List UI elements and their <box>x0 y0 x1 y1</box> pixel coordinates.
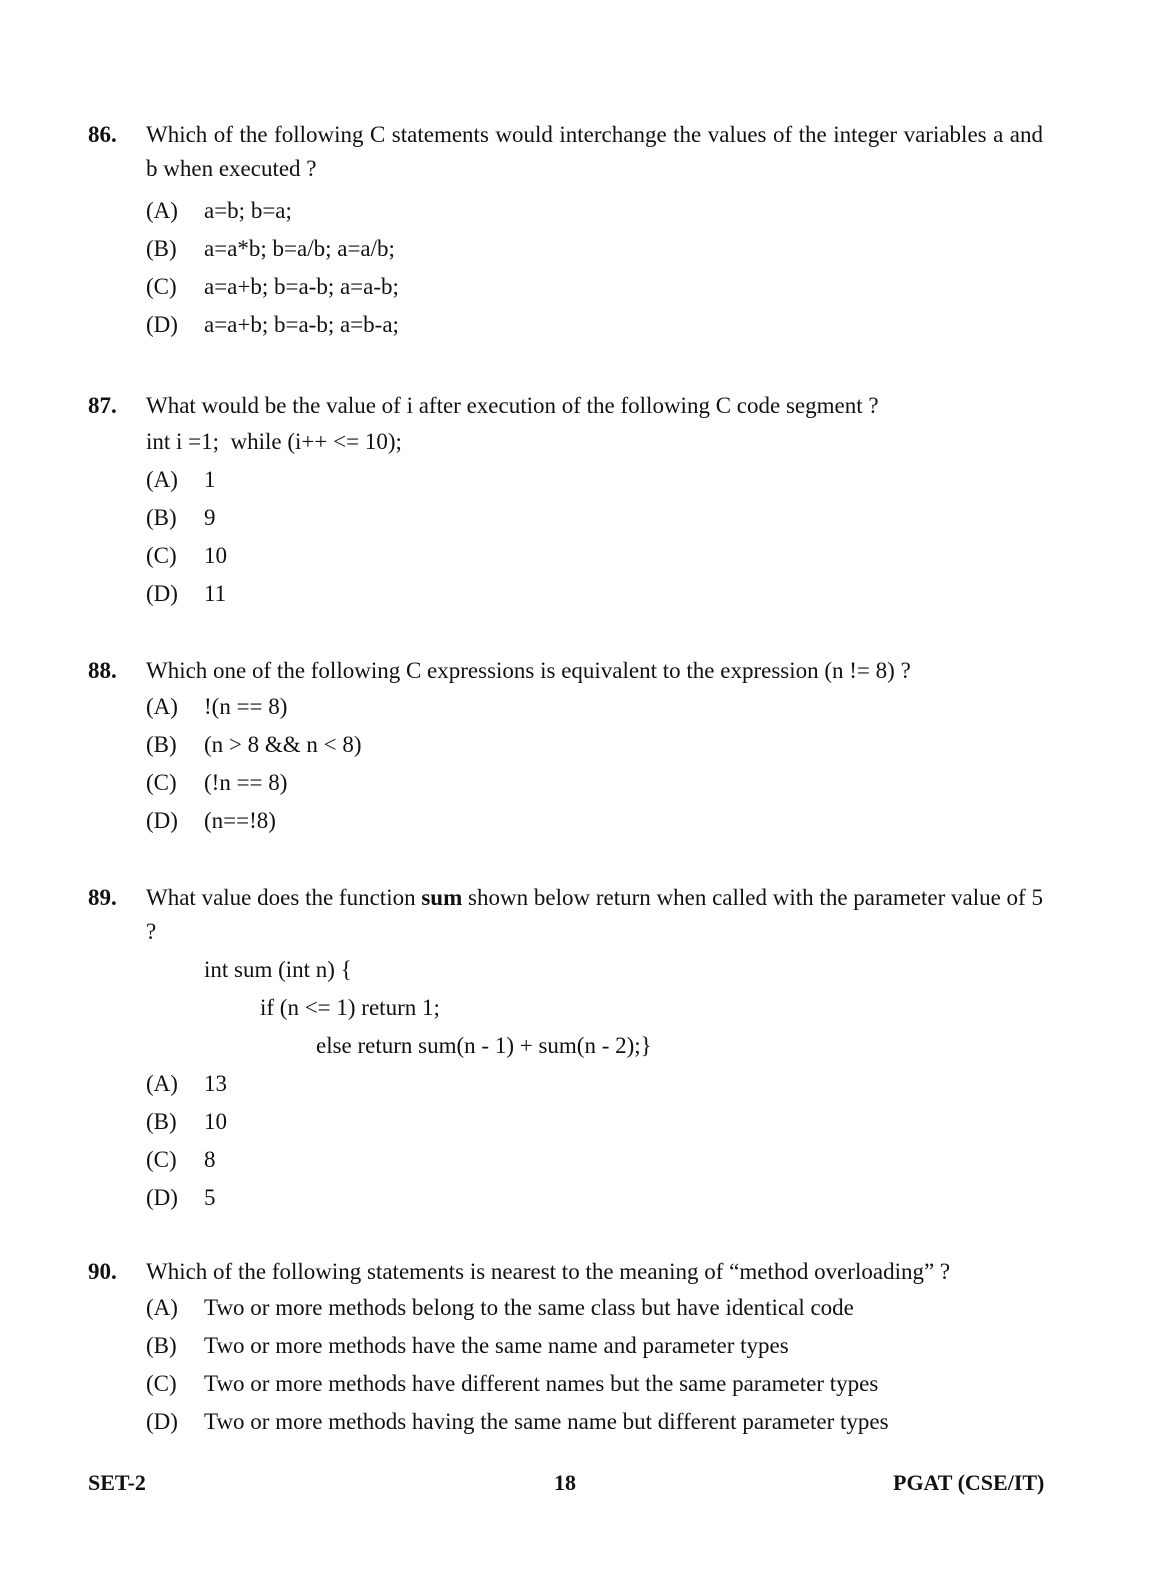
option-letter: (A) <box>146 694 178 719</box>
option-c <box>146 1365 1043 1403</box>
option-d <box>146 802 1043 840</box>
option-letter: (D) <box>146 1185 178 1210</box>
option-letter: (B) <box>146 505 177 530</box>
option-text: 8 <box>204 1147 216 1172</box>
question-number: 87. <box>88 393 117 418</box>
option-a <box>146 1289 1043 1327</box>
option-text: 13 <box>204 1071 227 1096</box>
code-line: int i =1; while (i++ <= 10); <box>146 429 402 454</box>
footer-exam-label: PGAT (CSE/IT) <box>893 1470 1045 1495</box>
footer-page-number: 18 <box>554 1470 576 1495</box>
option-letter: (D) <box>146 581 178 606</box>
option-letter: (A) <box>146 1295 178 1320</box>
option-b <box>146 230 1043 268</box>
option-text: Two or more methods belong to the same class but have identical code <box>204 1295 854 1320</box>
option-c <box>146 1141 1043 1179</box>
option-a <box>146 461 1043 499</box>
option-letter: (C) <box>146 543 177 568</box>
option-text: (n > 8 && n < 8) <box>204 732 362 757</box>
question-text: Which of the following C statements would interchange the values of the integer variables a and b when executed ? <box>146 122 1043 181</box>
option-letter: (C) <box>146 274 177 299</box>
question-text: Which one of the following C expressions is equivalent to the expression (n != 8) ? <box>146 658 911 683</box>
option-text: 11 <box>204 581 227 606</box>
option-text: 5 <box>204 1185 216 1210</box>
option-letter: (B) <box>146 1109 177 1134</box>
option-letter: (A) <box>146 467 178 492</box>
option-b <box>146 1327 1043 1365</box>
option-c <box>146 268 1043 306</box>
option-text: !(n == 8) <box>204 694 288 719</box>
code-line: if (n <= 1) return 1; <box>260 995 440 1020</box>
option-d <box>146 1403 1043 1441</box>
option-text: Two or more methods have different names but the same parameter types <box>204 1371 879 1396</box>
option-text: 10 <box>204 543 227 568</box>
option-letter: (C) <box>146 1147 177 1172</box>
option-d <box>146 306 1043 344</box>
option-letter: (B) <box>146 732 177 757</box>
option-text: a=b; b=a; <box>204 198 292 223</box>
option-letter: (D) <box>146 1409 178 1434</box>
option-letter: (C) <box>146 1371 177 1396</box>
option-letter: (A) <box>146 198 178 223</box>
option-text: a=a+b; b=a-b; a=b-a; <box>204 312 399 337</box>
question-90 <box>88 1255 1043 1441</box>
option-text: 10 <box>204 1109 227 1134</box>
option-b <box>146 499 1043 537</box>
question-87 <box>88 389 1043 613</box>
option-letter: (B) <box>146 236 177 261</box>
question-number: 89. <box>88 885 117 910</box>
option-letter: (A) <box>146 1071 178 1096</box>
option-b <box>146 1103 1043 1141</box>
option-d <box>146 575 1043 613</box>
option-a <box>146 192 1043 230</box>
footer-set-label: SET-2 <box>88 1470 146 1495</box>
option-text: a=a*b; b=a/b; a=a/b; <box>204 236 395 261</box>
option-text: 9 <box>204 505 216 530</box>
option-a <box>146 1065 1043 1103</box>
code-line: else return sum(n - 1) + sum(n - 2);} <box>316 1033 652 1058</box>
question-88 <box>88 654 1043 840</box>
question-number: 86. <box>88 122 117 147</box>
option-c <box>146 764 1043 802</box>
option-letter: (D) <box>146 808 178 833</box>
option-letter: (C) <box>146 770 177 795</box>
question-text: What would be the value of i after execution of the following C code segment ? <box>146 393 879 418</box>
option-text: (!n == 8) <box>204 770 288 795</box>
option-text: Two or more methods have the same name and parameter types <box>204 1333 789 1358</box>
option-text: a=a+b; b=a-b; a=a-b; <box>204 274 399 299</box>
question-89 <box>88 881 1043 1217</box>
option-letter: (B) <box>146 1333 177 1358</box>
option-a <box>146 688 1043 726</box>
question-number: 88. <box>88 658 117 683</box>
function-name: sum <box>421 885 463 910</box>
question-number: 90. <box>88 1259 117 1284</box>
option-text: Two or more methods having the same name but different parameter types <box>204 1409 889 1434</box>
option-d <box>146 1179 1043 1217</box>
code-line: int sum (int n) { <box>204 957 352 982</box>
question-text: Which of the following statements is nearest to the meaning of “method overloading” ? <box>146 1259 951 1284</box>
option-c <box>146 537 1043 575</box>
question-86 <box>88 118 1043 344</box>
option-b <box>146 726 1043 764</box>
option-text: 1 <box>204 467 216 492</box>
question-text: What value does the function sum shown below return when called with the parameter value of 5 ? <box>146 885 1043 944</box>
option-letter: (D) <box>146 312 178 337</box>
option-text: (n==!8) <box>204 808 276 833</box>
